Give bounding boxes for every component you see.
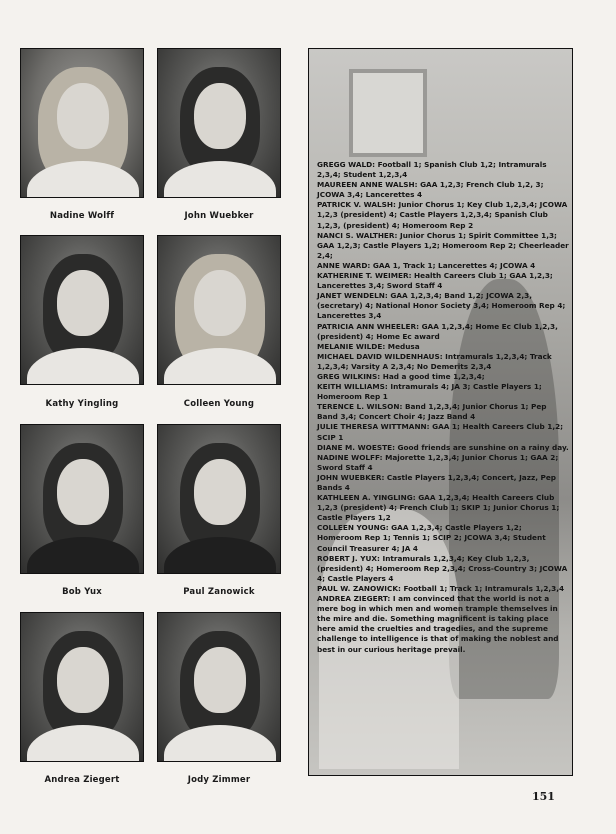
- senior-entry: JOHN WUEBKER: Castle Players 1,2,3,4; Concert, Jazz, Pep Bands 4: [317, 472, 557, 492]
- face-shape: [57, 459, 109, 525]
- portrait-photo: [20, 612, 144, 762]
- portrait-photo: [20, 48, 144, 198]
- shoulders-shape: [164, 725, 276, 762]
- senior-entry: COLLEEN YOUNG: GAA 1,2,3,4; Castle Players 1,2; Homeroom Rep 1; Tennis 1; SCIP 2; JCOWA 3,4; Student Council Treasurer 4; JA 4: [317, 523, 546, 553]
- shoulders-shape: [27, 725, 139, 762]
- senior-entry: NANCI S. WALTHER: Junior Chorus 1; Spirit Committee 1,3; GAA 1,2,3; Castle Players 1,2; Homeroom Rep 2; Cheerleader 2,4;: [317, 230, 569, 260]
- background-window-shape: [349, 69, 427, 157]
- senior-entry: KATHLEEN A. YINGLING: GAA 1,2,3,4; Health Careers Club 1,2,3 (president) 4; French Club 1; SKIP 1; Junior Chorus 1; Castle Players 1,2: [317, 493, 560, 523]
- shoulders-shape: [164, 537, 276, 574]
- shoulders-shape: [164, 161, 276, 198]
- face-shape: [194, 83, 246, 149]
- senior-entry: TERENCE L. WILSON: Band 1,2,3,4; Junior Chorus 1; Pep Band 3,4; Concert Choir 4; Jazz Band 4: [317, 402, 547, 422]
- face-shape: [57, 83, 109, 149]
- senior-entry: PAUL W. ZANOWICK: Football 1; Track 1; Intramurals 1,2,3,4: [317, 583, 565, 593]
- portrait-photo: [20, 424, 144, 574]
- face-shape: [194, 459, 246, 525]
- senior-entry: ANNE WARD: GAA 1, Track 1; Lancerettes 4; JCOWA 4: [317, 260, 536, 270]
- senior-entry: ROBERT J. YUX: Intramurals 1,2,3,4; Key Club 1,2,3, (president) 4; Homeroom Rep 2,3,4; Cross-Country 3; JCOWA 4; Castle Players 4: [317, 553, 568, 583]
- senior-entry: KEITH WILLIAMS: Intramurals 4; JA 3; Castle Players 1; Homeroom Rep 1: [317, 382, 542, 402]
- page-number: 151: [532, 790, 555, 803]
- face-shape: [57, 647, 109, 713]
- senior-entry: MELANIE WILDE: Medusa: [317, 341, 420, 351]
- senior-entry: KATHERINE T. WEIMER: Health Careers Club 1; GAA 1,2,3; Lancerettes 3,4; Sword Staff 4: [317, 271, 553, 291]
- portrait-name: Jody Zimmer: [187, 775, 251, 785]
- portrait-photo: [157, 235, 281, 385]
- portrait-name: Kathy Yingling: [45, 399, 119, 409]
- face-shape: [194, 647, 246, 713]
- portrait-photo: [157, 424, 281, 574]
- shoulders-shape: [27, 537, 139, 574]
- senior-entry: GREGG WALD: Football 1; Spanish Club 1,2; Intramurals 2,3,4; Student 1,2,3,4: [317, 160, 547, 180]
- face-shape: [57, 270, 109, 336]
- senior-entry: GREG WILKINS: Had a good time 1,2,3,4;: [317, 371, 485, 381]
- senior-entry: JANET WENDELN: GAA 1,2,3,4; Band 1,2; JCOWA 2,3, (secretary) 4; National Honor Society 3,4; Homeroom Rep 4; Lancerettes 3,4: [317, 291, 566, 321]
- portrait-name: John Wuebker: [184, 211, 254, 221]
- senior-entry: JULIE THERESA WITTMANN: GAA 1; Health Careers Club 1,2; SCIP 1: [317, 422, 564, 442]
- senior-entry: MICHAEL DAVID WILDENHAUS: Intramurals 1,2,3,4; Track 1,2,3,4; Varsity A 2,3,4; No Demerits 2,3,4: [317, 351, 552, 371]
- senior-entry: PATRICIA ANN WHEELER: GAA 1,2,3,4; Home Ec Club 1,2,3, (president) 4; Home Ec award: [317, 321, 558, 341]
- portrait-name: Paul Zanowick: [183, 587, 255, 597]
- senior-entry: NADINE WOLFF: Majorette 1,2,3,4; Junior Chorus 1; GAA 2; Sword Staff 4: [317, 452, 559, 472]
- portrait-photo: [20, 235, 144, 385]
- portrait-photo: [157, 48, 281, 198]
- portrait-name: Andrea Ziegert: [44, 775, 120, 785]
- senior-activities-list: [317, 160, 569, 655]
- portrait-name: Colleen Young: [183, 399, 255, 409]
- senior-entry: DIANE M. WOESTE: Good friends are sunshine on a rainy day.: [317, 442, 569, 452]
- senior-entry: MAUREEN ANNE WALSH: GAA 1,2,3; French Club 1,2, 3; JCOWA 3,4; Lancerettes 4: [317, 180, 544, 200]
- portrait-photo: [157, 612, 281, 762]
- portrait-name: Bob Yux: [62, 587, 102, 597]
- shoulders-shape: [27, 348, 139, 385]
- senior-entry: ANDREA ZIEGERT: I am convinced that the world is not a mere bog in which men and women trample themselves in the mire and die. Something magnificent is taking place here amid the cruelties and tragedies, and the supreme challenge to intelligence is that of making the noblest and best in our curious heritage prevail.: [317, 594, 559, 654]
- portrait-name: Nadine Wolff: [49, 211, 115, 221]
- candid-photo-panel: [308, 48, 573, 776]
- senior-entry: PATRICK V. WALSH: Junior Chorus 1; Key Club 1,2,3,4; JCOWA 1,2,3 (president) 4; Castle Players 1,2,3,4; Spanish Club 1,2,3, (president) 4; Homeroom Rep 2: [317, 200, 568, 230]
- face-shape: [194, 270, 246, 336]
